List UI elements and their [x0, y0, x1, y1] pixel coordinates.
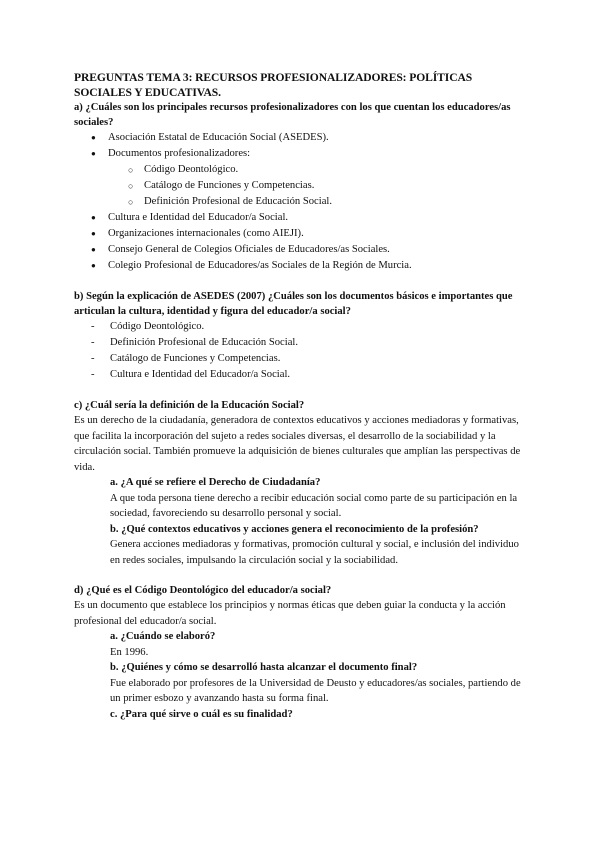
basic-documents-list [74, 319, 526, 383]
bullet-icon: ● [91, 149, 96, 158]
list-item: ● Documentos profesionalizadores: [74, 146, 526, 162]
dash-icon: - [91, 321, 95, 332]
list-item: - Código Deontológico. [74, 319, 526, 335]
resources-list [74, 130, 526, 162]
answer-d: Es un documento que establece los principios y normas éticas que deben guiar la conducta y la acción profesional del educador/a social. [74, 600, 506, 627]
subanswer-d-b: Fue elaborado por profesores de la Universidad de Deusto y educadores/as sociales, partiendo de un primer esbozo y avanzando hasta su forma final. [110, 677, 521, 704]
circle-bullet-icon: ○ [128, 165, 134, 175]
subquestion-d-b: b. ¿Quiénes y cómo se desarrolló hasta alcanzar el documento final? [110, 662, 418, 673]
question-d: d) ¿Qué es el Código Deontológico del educador/a social? [74, 585, 332, 596]
list-item: ○ Catálogo de Funciones y Competencias. [74, 178, 526, 194]
question-b: b) Según la explicación de ASEDES (2007) ¿Cuáles son los documentos básicos e importantes que articulan la cultura, identidad y figura del educador/a social? [74, 291, 513, 317]
list-item: - Definición Profesional de Educación Social. [74, 335, 526, 351]
list-item: ● Colegio Profesional de Educadores/as Sociales de la Región de Murcia. [74, 258, 526, 274]
list-item: ● Consejo General de Colegios Oficiales de Educadores/as Sociales. [74, 242, 526, 258]
bullet-icon: ● [91, 133, 96, 142]
spacer [74, 568, 526, 583]
resources-list-continued [74, 210, 526, 274]
list-item: ○ Definición Profesional de Educación Social. [74, 194, 526, 210]
list-item: - Cultura e Identidad del Educador/a Social. [74, 367, 526, 383]
question-c: c) ¿Cuál sería la definición de la Educación Social? [74, 400, 305, 411]
subanswer-c-b: Genera acciones mediadoras y formativas, promoción cultural y social, e inclusión del individuo en redes sociales, impulsando la circulación social y la sociabilidad. [110, 539, 519, 566]
subquestion-d-a: a. ¿Cuándo se elaboró? [110, 631, 216, 642]
subquestion-c-a: a. ¿A qué se refiere el Derecho de Ciudadanía? [110, 477, 321, 488]
circle-bullet-icon: ○ [128, 197, 134, 207]
spacer [74, 383, 526, 398]
subquestions-c [74, 475, 526, 568]
bullet-icon: ● [91, 229, 96, 238]
list-item: - Catálogo de Funciones y Competencias. [74, 351, 526, 367]
spacer [74, 274, 526, 289]
document-title: PREGUNTAS TEMA 3: RECURSOS PROFESIONALIZADORES: POLÍTICAS SOCIALES Y EDUCATIVAS. [74, 71, 473, 99]
list-item: ● Organizaciones internacionales (como AIEJI). [74, 226, 526, 242]
dash-icon: - [91, 337, 95, 348]
subquestions-d [74, 629, 526, 722]
list-item: ● Asociación Estatal de Educación Social (ASEDES). [74, 130, 526, 146]
answer-c: Es un derecho de la ciudadanía, generadora de contextos educativos y acciones mediadoras y formativas, que facilita la incorporación del sujeto a redes sociales diversas, el desarrollo de la sociabilidad y la circulación social. También promueve la adquisición de bienes culturales que amplían las perspectivas de vida. [74, 415, 521, 473]
dash-icon: - [91, 353, 95, 364]
dash-icon: - [91, 369, 95, 380]
bullet-icon: ● [91, 261, 96, 270]
list-item: ○ Código Deontológico. [74, 162, 526, 178]
circle-bullet-icon: ○ [128, 181, 134, 191]
question-a: a) ¿Cuáles son los principales recursos profesionalizadores con los que cuentan los educadores/as sociales? [74, 102, 511, 128]
bullet-icon: ● [91, 213, 96, 222]
list-item: ● Cultura e Identidad del Educador/a Social. [74, 210, 526, 226]
documents-sublist [74, 162, 526, 210]
subanswer-c-a: A que toda persona tiene derecho a recibir educación social como parte de su participación en la sociedad, favoreciendo su desarrollo personal y social. [110, 492, 518, 519]
subquestion-c-b: b. ¿Qué contextos educativos y acciones genera el reconocimiento de la profesión? [110, 523, 479, 535]
subanswer-d-a: En 1996. [110, 646, 149, 658]
subquestion-d-c: c. ¿Para qué sirve o cuál es su finalidad? [110, 708, 293, 720]
bullet-icon: ● [91, 245, 96, 254]
